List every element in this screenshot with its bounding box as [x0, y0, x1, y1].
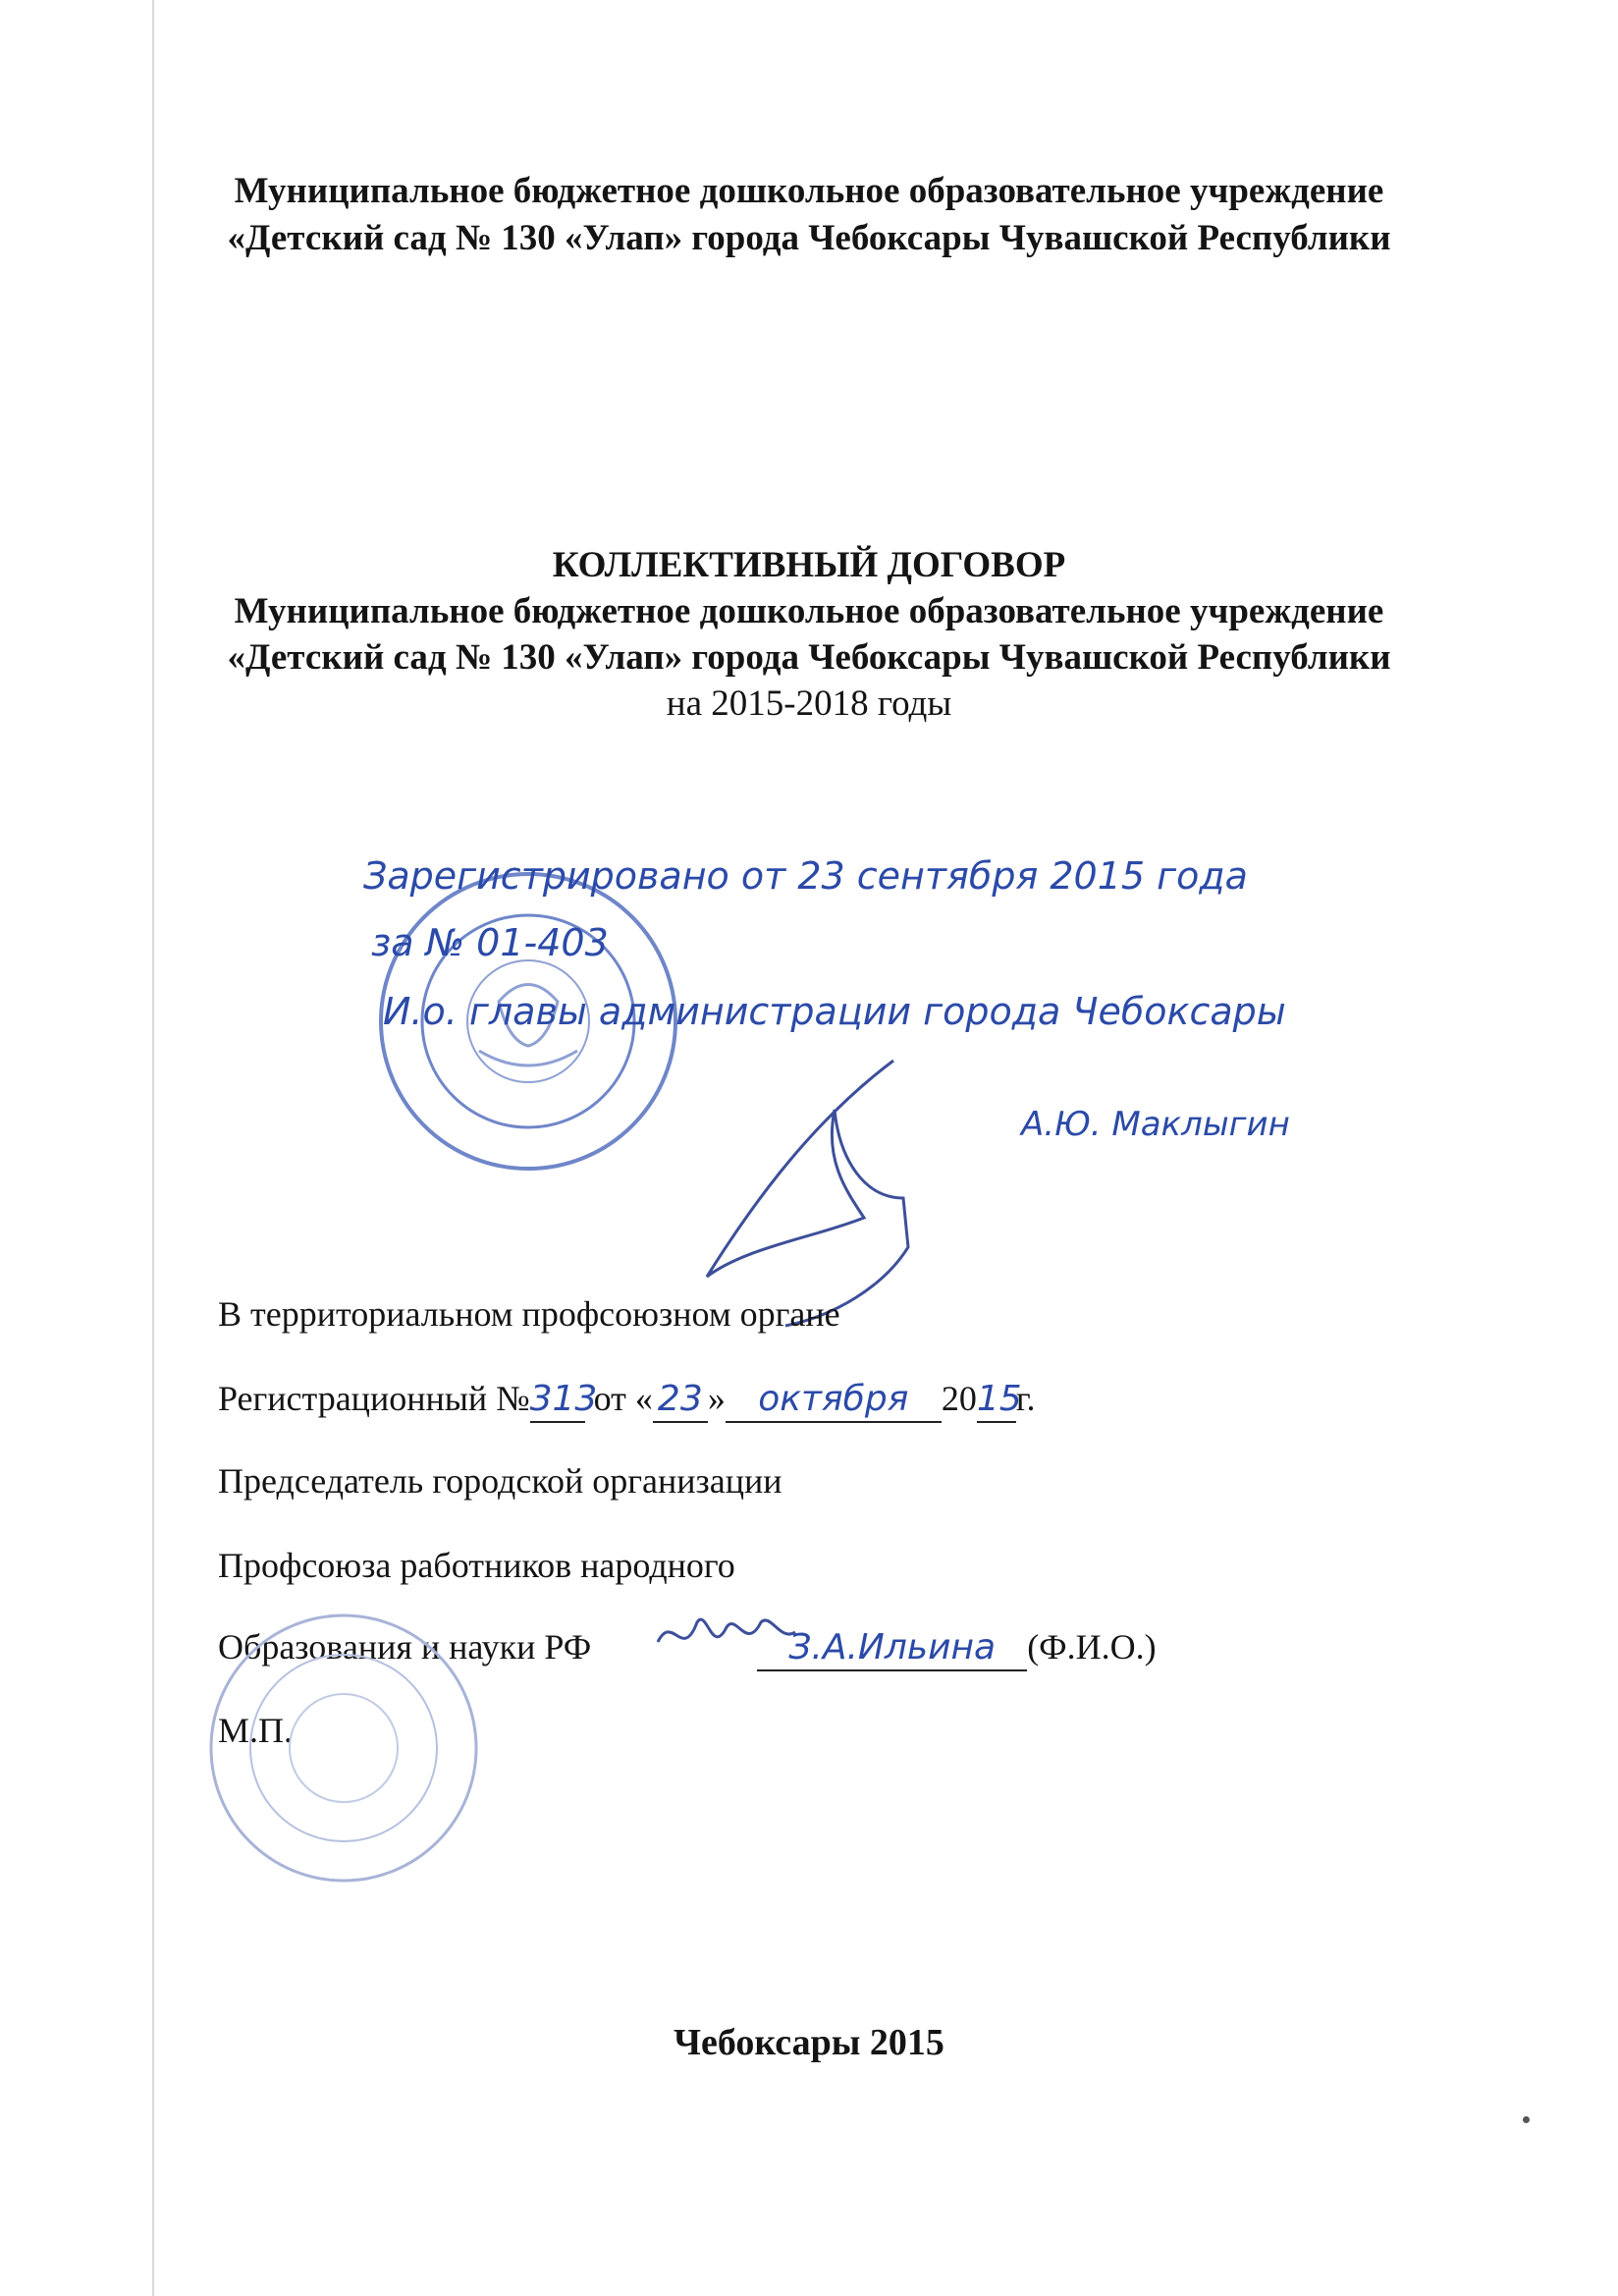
title-period: на 2015-2018 годы	[666, 683, 952, 724]
bleed-through-text	[0, 295, 1618, 321]
registration-from-label: от	[593, 1379, 635, 1418]
title-org-line2: «Детский сад № 130 «Улап» города Чебоксары Чувашской Республики	[227, 637, 1391, 678]
chair-signature-scribble	[653, 1603, 800, 1681]
registration-number-value: 313	[530, 1378, 585, 1423]
document-title: КОЛЛЕКТИВНЫЙ ДОГОВОР	[552, 545, 1066, 585]
registration-day: 23	[653, 1378, 708, 1423]
footer-city-year: Чебоксары 2015	[674, 2022, 944, 2063]
header-org-line2: «Детский сад № 130 «Улап» города Чебоксары Чувашской Республики	[227, 218, 1391, 258]
union-seal	[201, 1606, 486, 1890]
year-unit: г.	[1015, 1379, 1036, 1418]
scan-edge-line	[152, 0, 154, 2296]
quote-close: »	[707, 1379, 726, 1418]
handwritten-official: И.о. главы администрации города Чебоксары	[383, 990, 1286, 1033]
registration-month: октября	[726, 1378, 942, 1423]
chair-label-line1: Председатель городской организации	[218, 1461, 782, 1501]
handwritten-name: А.Ю. Маклыгин	[1021, 1105, 1290, 1144]
registration-year-suffix: 15	[977, 1378, 1016, 1423]
handwritten-registered: Зарегистрировано от 23 сентября 2015 года	[363, 854, 1248, 898]
seal-place-label: М.П.	[218, 1711, 294, 1750]
scan-speck	[1523, 2116, 1530, 2123]
fio-label: (Ф.И.О.)	[1027, 1627, 1157, 1667]
registration-number-line	[218, 1377, 1036, 1423]
quote-open: «	[634, 1379, 653, 1418]
trade-union-organ-label: В территориальном профсоюзном органе	[218, 1294, 840, 1334]
title-org-line1: Муниципальное бюджетное дошкольное образовательное учреждение	[234, 591, 1384, 631]
chair-label-line2: Профсоюза работников народного	[218, 1546, 735, 1585]
registration-number-label: Регистрационный №	[218, 1379, 530, 1418]
handwritten-number: за № 01-403	[371, 921, 609, 964]
chair-label-line3: Образования и науки РФ	[218, 1627, 592, 1667]
year-prefix: 20	[941, 1379, 977, 1418]
chair-signature-name: З.А.Ильина	[757, 1626, 1027, 1671]
header-org-line1: Муниципальное бюджетное дошкольное образовательное учреждение	[234, 171, 1384, 211]
